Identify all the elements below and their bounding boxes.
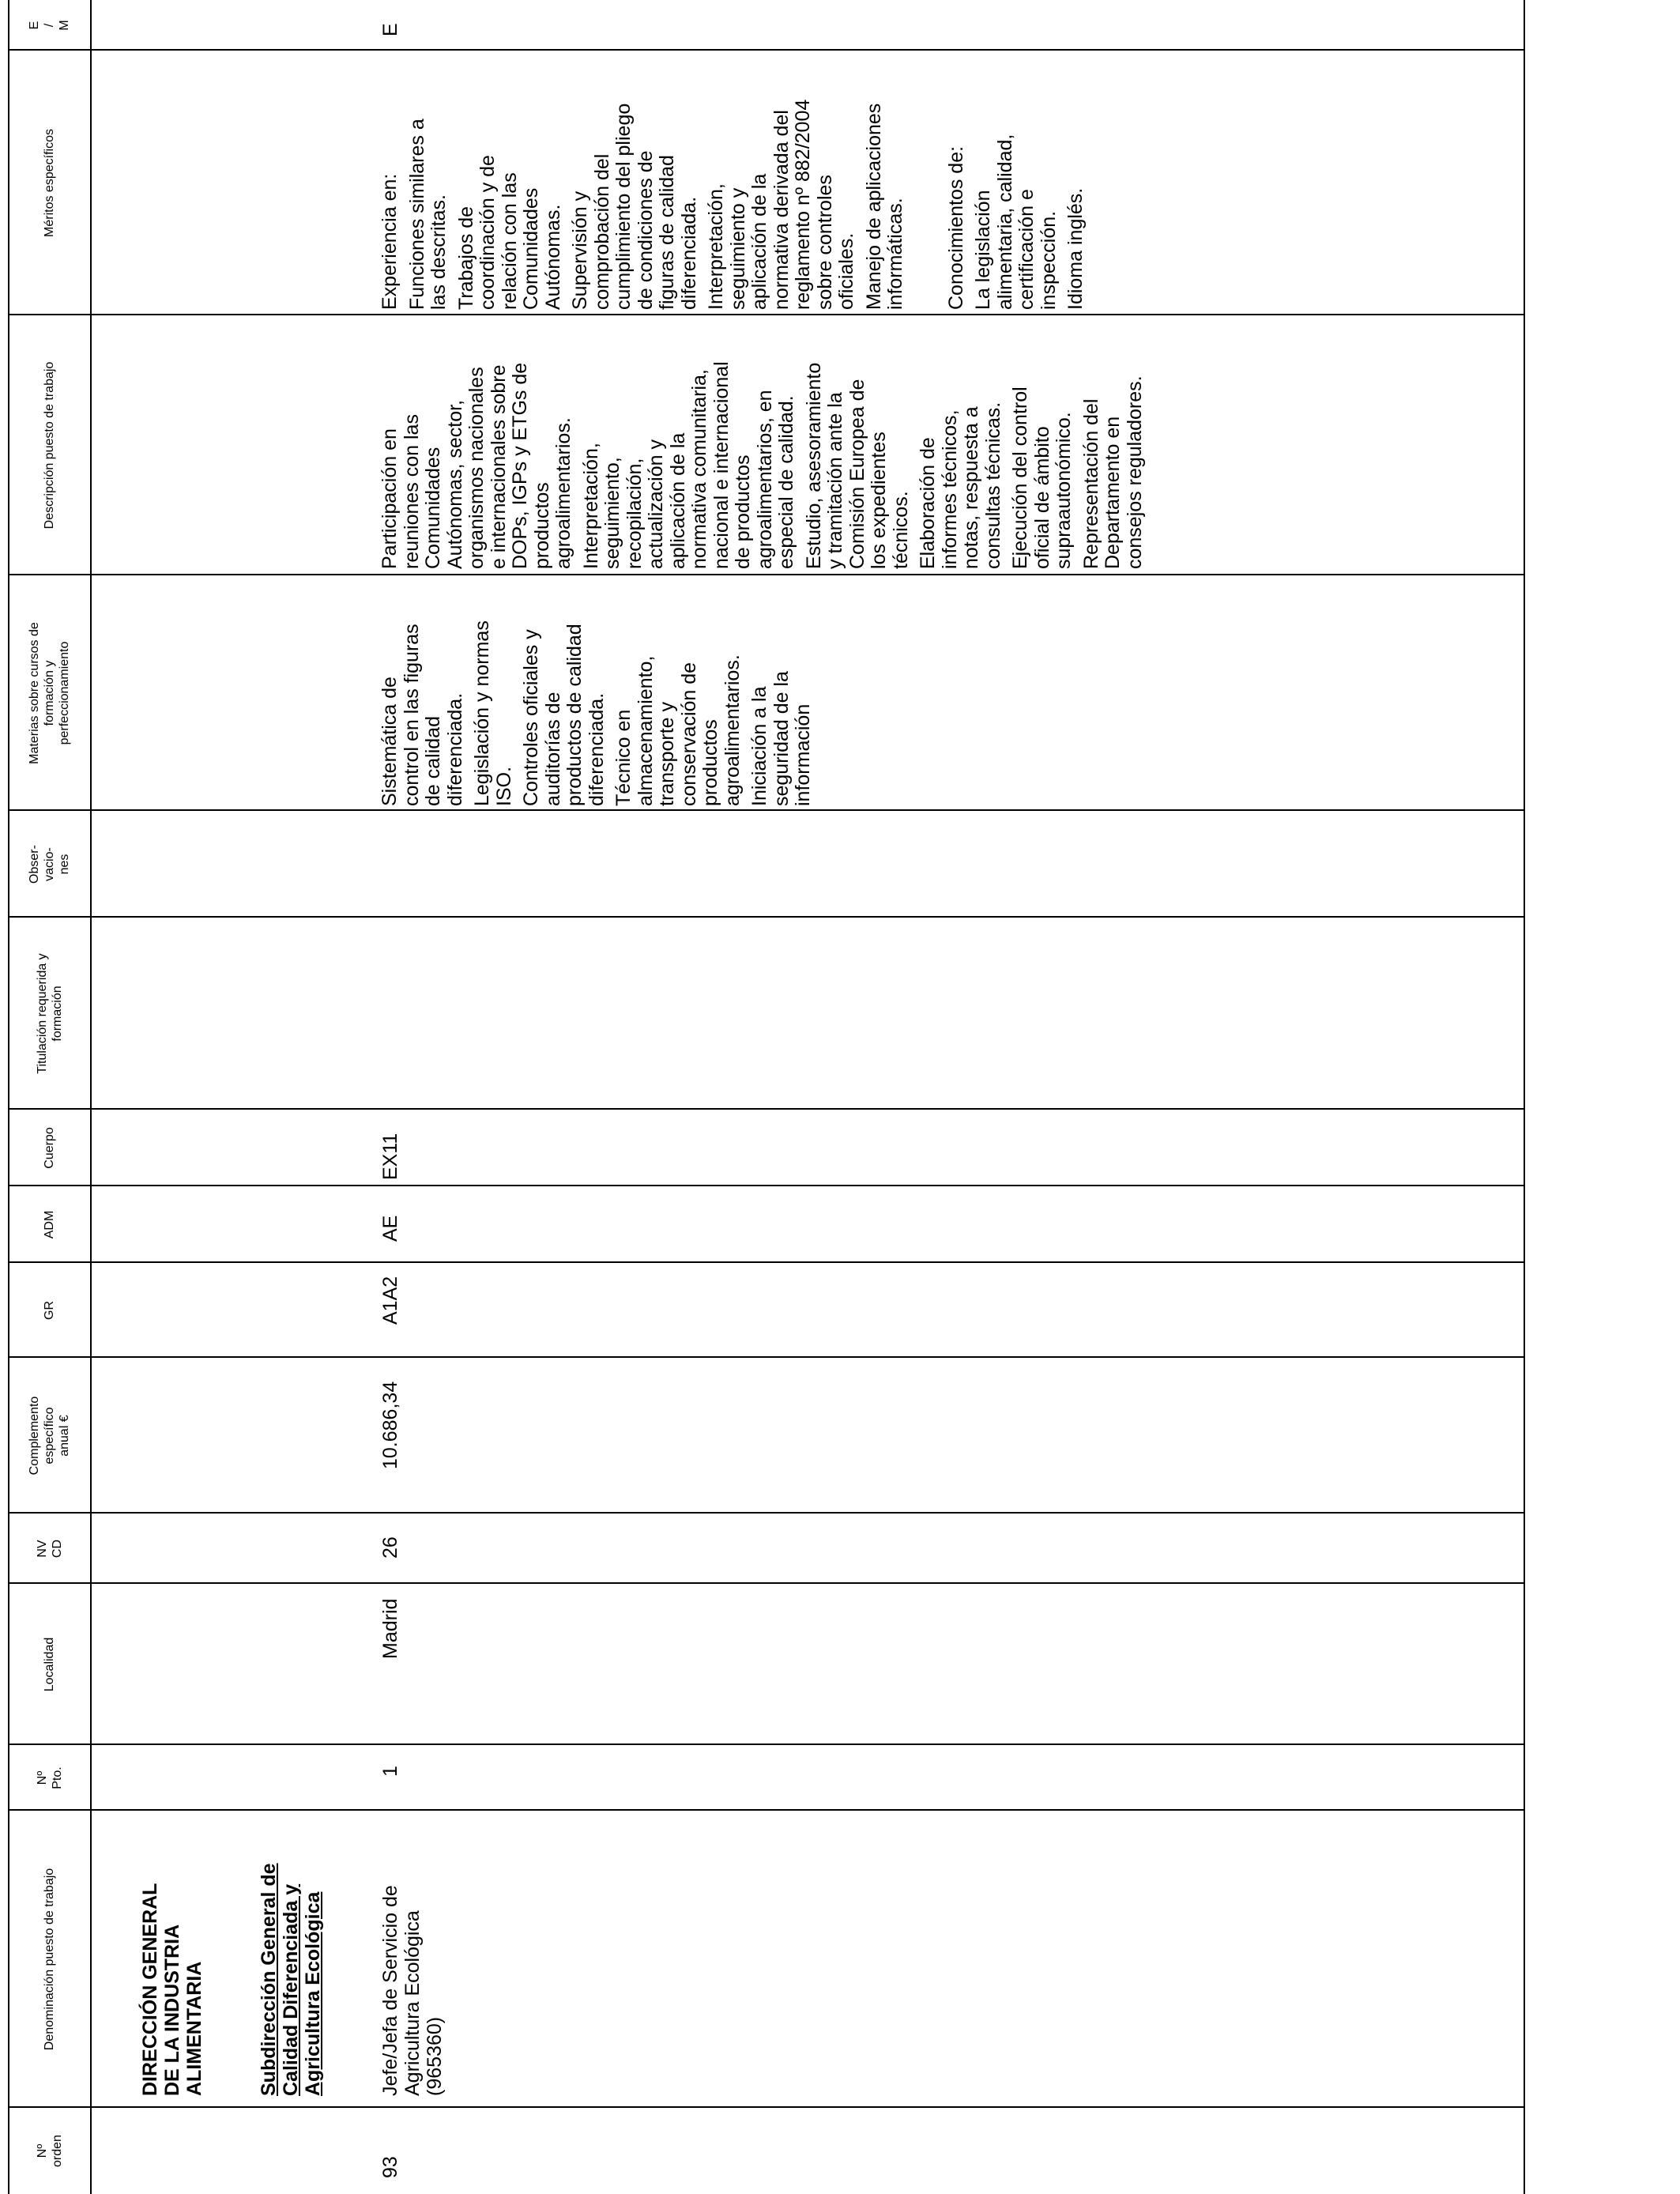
col-sep <box>8 2106 1524 2108</box>
row-descripcion <box>379 316 1151 569</box>
col-sep <box>8 1512 1524 1514</box>
descripcion-item: Participación en reuniones con las Comunidades Autónomas, sector, organismos nacionales e internacionales sobre DOPs, IGPs y ETGs de productos agroalimentarios. <box>379 362 574 569</box>
header-cuerpo: Cuerpo <box>43 1127 56 1169</box>
col-sep <box>8 1261 1524 1263</box>
col-sep <box>8 314 1524 315</box>
merito-item: Interpretación, seguimiento y aplicación de la normativa derivada del reglamento nº 882/2004 sobre controles oficiales. <box>705 99 857 310</box>
header-orden: Nº orden <box>35 2135 64 2167</box>
merito-item: Funciones similares a las descritas. <box>405 119 450 310</box>
row-cuerpo: EX11 <box>379 1133 401 1180</box>
row-meritos <box>379 52 1093 310</box>
col-sep <box>8 916 1524 918</box>
descripcion-item: Elaboración de informes técnicos, notas, respuesta a consultas técnicas. <box>917 401 1004 569</box>
merito-item: Supervisión y comprobación del cumplimiento del pliego de condiciones de figuras de calidad diferenciada. <box>569 103 700 310</box>
materia-item: Iniciación a la seguridad de la información <box>748 671 814 806</box>
col-sep <box>8 49 1524 51</box>
row-adm: AE <box>379 1215 401 1242</box>
header-descripcion: Descripción puesto de trabajo <box>43 361 56 530</box>
col-sep <box>8 1108 1524 1110</box>
row-pto: 1 <box>379 1766 401 1777</box>
header-localidad: Localidad <box>43 1637 56 1692</box>
header-observaciones: Obser- vacio- nes <box>28 845 71 884</box>
row-localidad: Madrid <box>379 1598 401 1659</box>
descripcion-item: Ejecución del control oficial de ámbito supraautonómico. <box>1009 386 1075 569</box>
col-sep <box>8 1356 1524 1358</box>
merito-item: Manejo de aplicaciones informáticas. <box>862 103 906 310</box>
col-sep <box>8 1809 1524 1811</box>
col-sep <box>8 574 1524 575</box>
merito-spacer <box>913 52 946 310</box>
merito-item: Trabajos de coordinación y de relación con las Comunidades Autónomas. <box>454 155 564 310</box>
col-sep <box>8 1185 1524 1186</box>
header-denominacion: Denominación puesto de trabajo <box>43 1868 56 2051</box>
row-denominacion: Jefe/Jefa de Servicio de Agricultura Ecológica (965360) <box>379 1885 446 2096</box>
row-orden: 93 <box>379 2156 401 2178</box>
header-em: E / M <box>28 20 71 31</box>
materia-item: Legislación y normas ISO. <box>471 620 515 806</box>
descripcion-item: Estudio, asesoramiento y tramitación ante la Comisión Europea de los expedientes técnicos. <box>802 362 912 569</box>
row-gr: A1A2 <box>379 1276 401 1325</box>
row-complemento: 10.686,34 <box>379 1381 401 1469</box>
materia-item: Controles oficiales y auditorías de productos de calidad diferenciada. <box>520 624 608 806</box>
merito-item: La legislación alimentaria, calidad, certificación e inspección. <box>972 134 1060 310</box>
header-titulacion: Titulación requerida y formación <box>35 953 64 1074</box>
materia-item: Técnico en almacenamiento, transporte y conservación de productos agroalimentarios. <box>612 654 744 806</box>
header-gr: GR <box>43 1301 56 1320</box>
header-nvcd: NV CD <box>35 1539 64 1559</box>
col-sep <box>8 1744 1524 1745</box>
header-materias: Materias sobre cursos de formación y perfeccionamiento <box>28 622 71 764</box>
materia-item: Sistemática de control en las figuras de calidad diferenciada. <box>379 624 466 806</box>
merito-item: Idioma inglés. <box>1064 187 1087 310</box>
rule-bottom <box>1524 0 1525 2194</box>
descripcion-item: Representación del Departamento en consejos reguladores. <box>1079 375 1146 569</box>
merito-heading: Conocimientos de: <box>944 145 967 310</box>
row-materias <box>379 577 820 806</box>
merito-heading: Experiencia en: <box>379 173 401 310</box>
col-sep <box>8 809 1524 811</box>
section-direccion: DIRECCIÓN GENERAL DE LA INDUSTRIA ALIMENTARIA <box>139 1883 205 2096</box>
row-nvcd: 26 <box>379 1536 401 1559</box>
header-meritos: Méritos específicos <box>43 129 56 237</box>
header-pto: Nº Pto. <box>35 1766 64 1789</box>
header-adm: ADM <box>43 1210 56 1239</box>
section-subdireccion: Subdirección General de Calidad Diferenciada y Agricultura Ecológica <box>258 1863 324 2096</box>
col-sep <box>8 1582 1524 1584</box>
header-complemento: Complemento específico anual € <box>28 1396 71 1476</box>
row-em: E <box>379 23 401 36</box>
descripcion-item: Interpretación, seguimiento, recopilación, actualización y aplicación de la normativa comunitaria, nacional e internacional de productos agroalimentarios, en especial de calidad. <box>579 361 797 569</box>
